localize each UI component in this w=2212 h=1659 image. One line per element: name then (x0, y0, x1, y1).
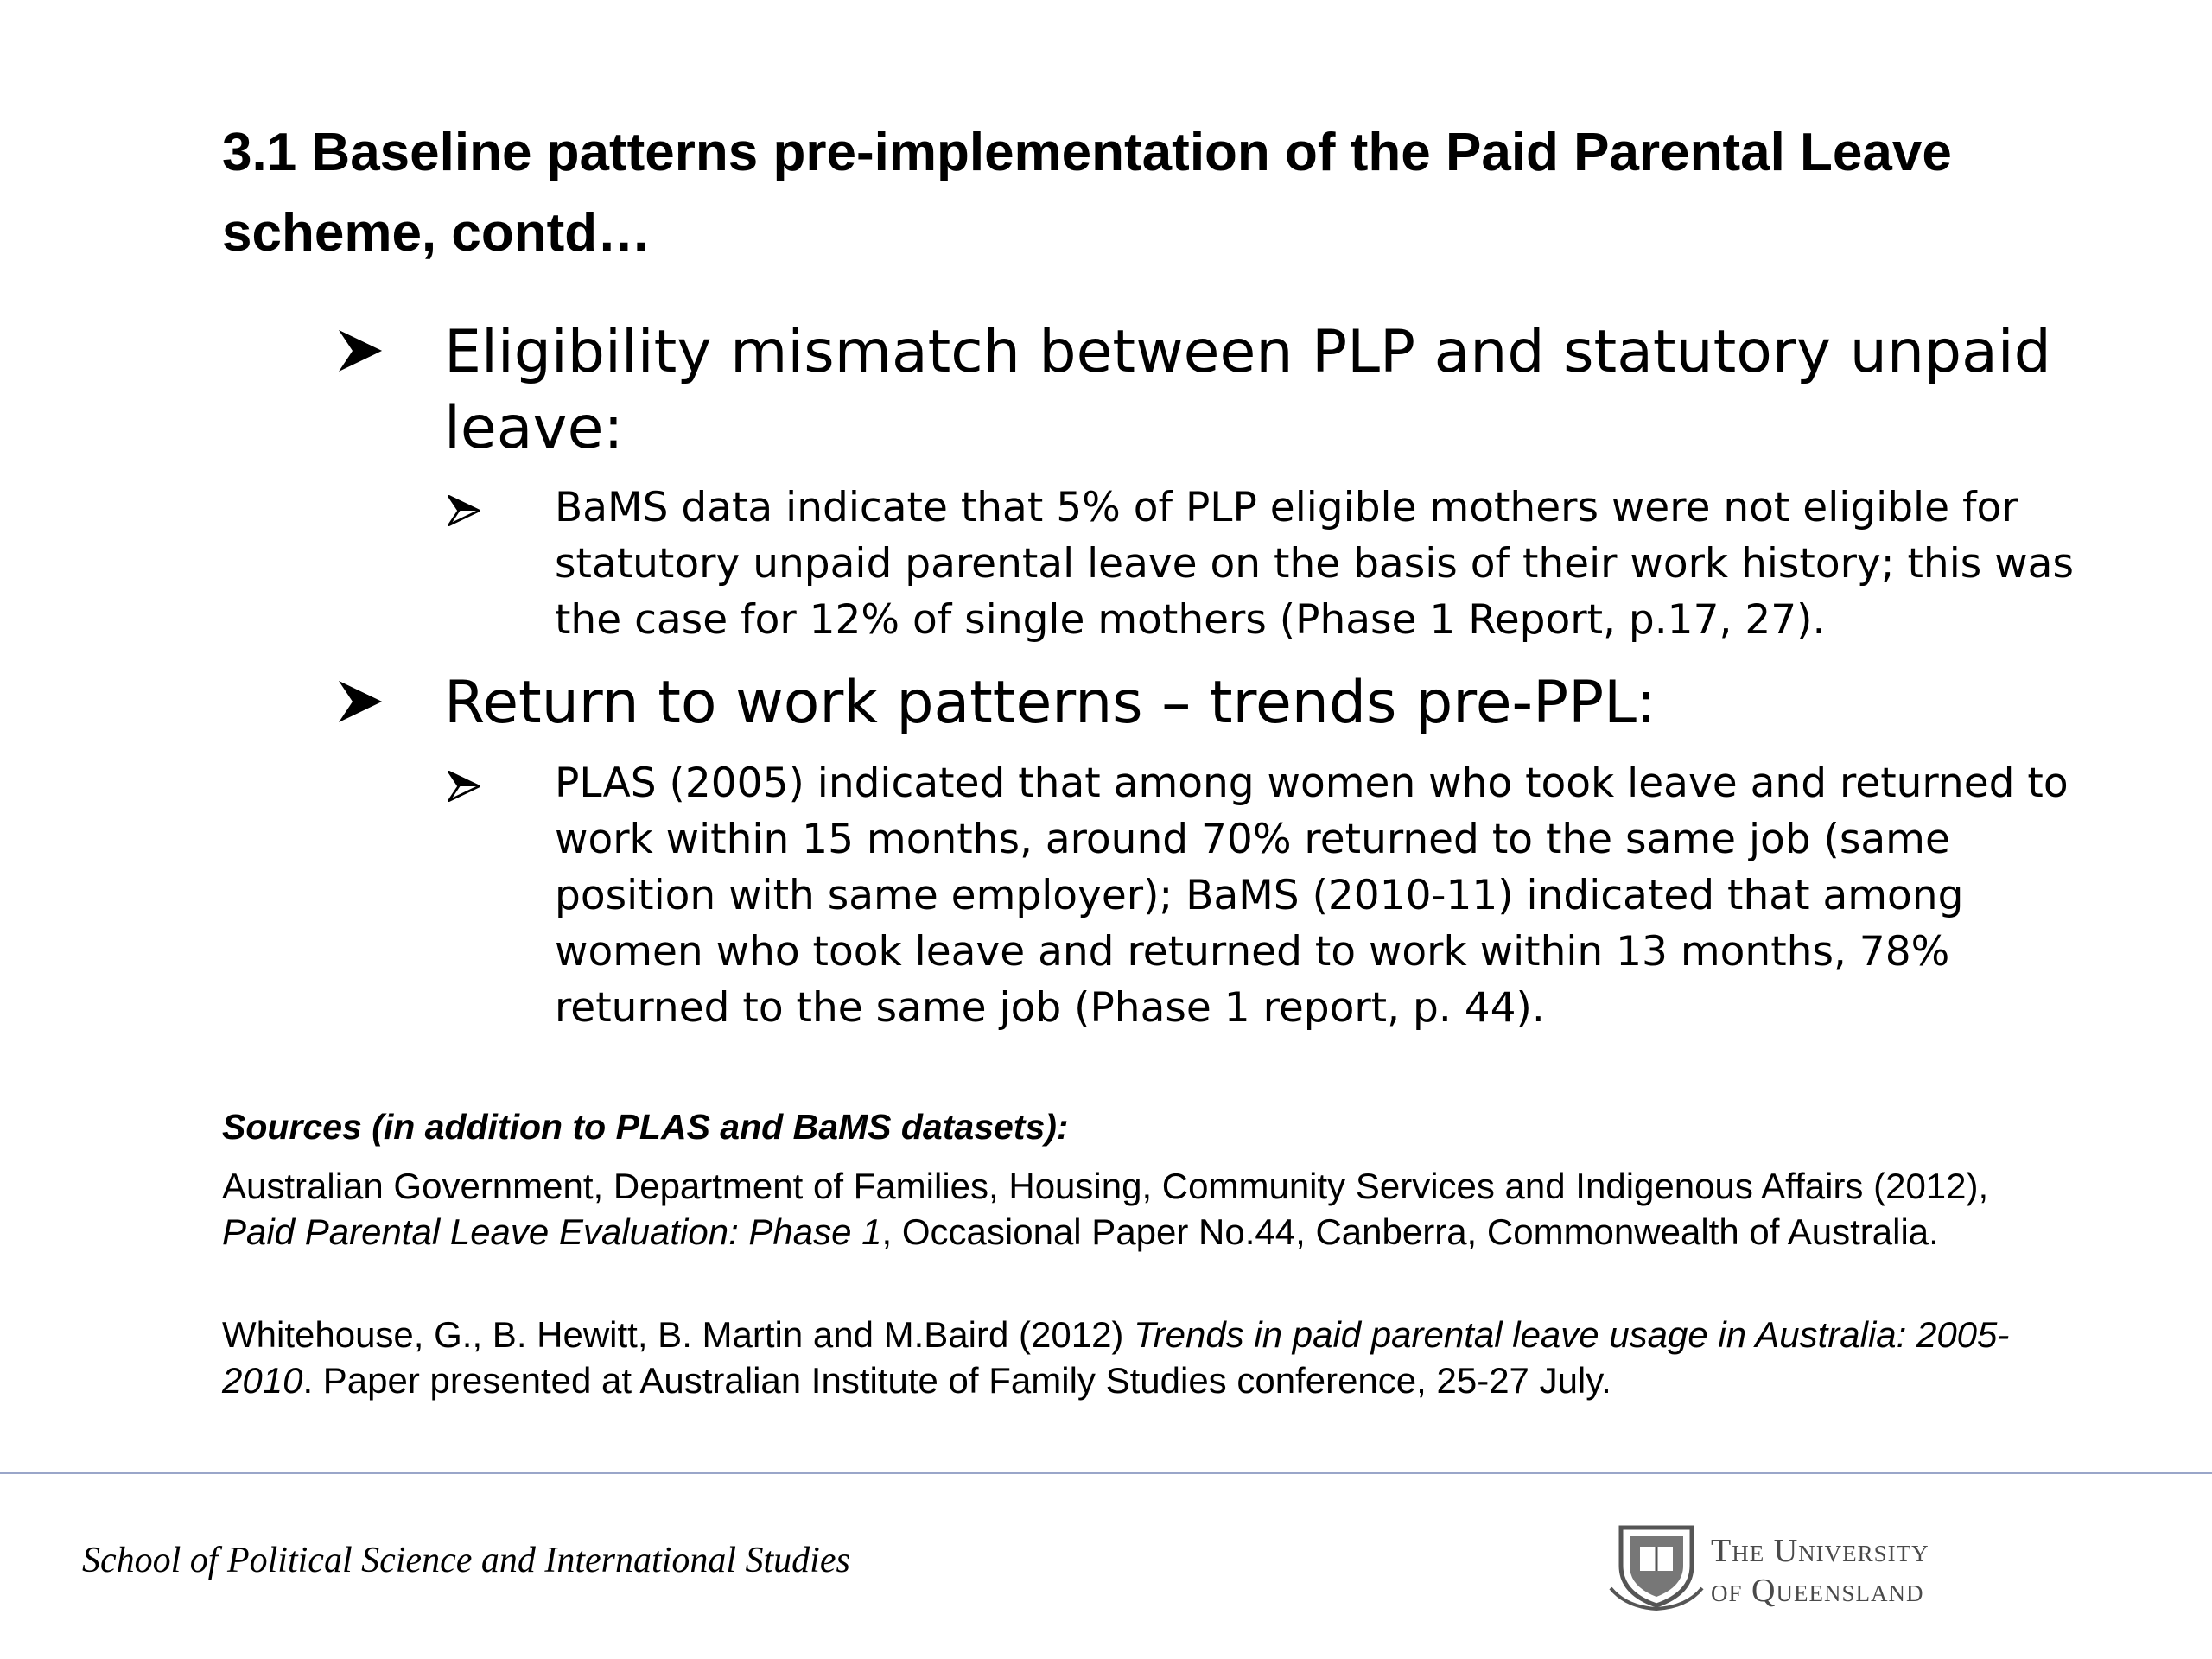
source-reference (222, 1163, 2063, 1255)
university-name-line1: The University (1711, 1533, 1929, 1569)
reference-title: Trends in paid parental leave usage in Australia: 2005-2010 (222, 1314, 2010, 1401)
bullet-item (337, 665, 2108, 743)
bullet-text: Eligibility mismatch between PLP and statutory unpaid leave: (444, 318, 2051, 462)
university-name-line2: of Queensland (1711, 1573, 1924, 1609)
reference-text: Whitehouse, G., B. Hewitt, B. Martin and M.Baird (2012) (222, 1314, 1135, 1355)
sources-heading: Sources (in addition to PLAS and BaMS datasets): (222, 1107, 1069, 1147)
sub-bullet-text: PLAS (2005) indicated that among women who took leave and returned to work within 15 months, around 70% returned to the same job (same position with same employer); BaMS (2010-11) indicated that among women who took leave and returned to work within 13 months, 78% returned to the same job (Phase 1 report, p. 44). (555, 760, 2069, 1032)
bullet-text: Return to work patterns – trends pre-PPL: (444, 669, 1656, 737)
arrowhead-bullet-icon (337, 679, 384, 724)
slide-title: 3.1 Baseline patterns pre-implementation of the Paid Parental Leave scheme, contd… (222, 123, 1952, 263)
sub-bullet-text: BaMS data indicate that 5% of PLP eligible mothers were not eligible for statutory unpaid parental leave on the basis of their work history; this was the case for 12% of single mothers (Phase 1 Report, p.17, 27). (555, 484, 2074, 644)
source-reference (222, 1312, 2063, 1403)
sub-bullet-item (448, 755, 2089, 1040)
arrowhead-bullet-icon (448, 771, 480, 802)
university-logo (1609, 1521, 2006, 1616)
reference-text: . Paper presented at Australian Institute of Family Studies conference, 25-27 July. (302, 1360, 1611, 1401)
arrowhead-bullet-icon (337, 328, 384, 373)
bullet-item (337, 315, 2108, 470)
footer-divider (0, 1472, 2212, 1474)
university-name (1711, 1531, 1929, 1611)
sub-bullet-item (448, 480, 2089, 652)
arrowhead-bullet-icon (448, 495, 480, 526)
reference-text: Australian Government, Department of Families, Housing, Community Services and Indigenous Affairs (2012), (222, 1166, 1989, 1206)
university-crest-icon (1609, 1521, 1704, 1615)
reference-text: , Occasional Paper No.44, Canberra, Commonwealth of Australia. (881, 1211, 1939, 1252)
reference-title: Paid Parental Leave Evaluation: Phase 1 (222, 1211, 882, 1252)
school-name: School of Political Science and International Studies (82, 1541, 850, 1580)
